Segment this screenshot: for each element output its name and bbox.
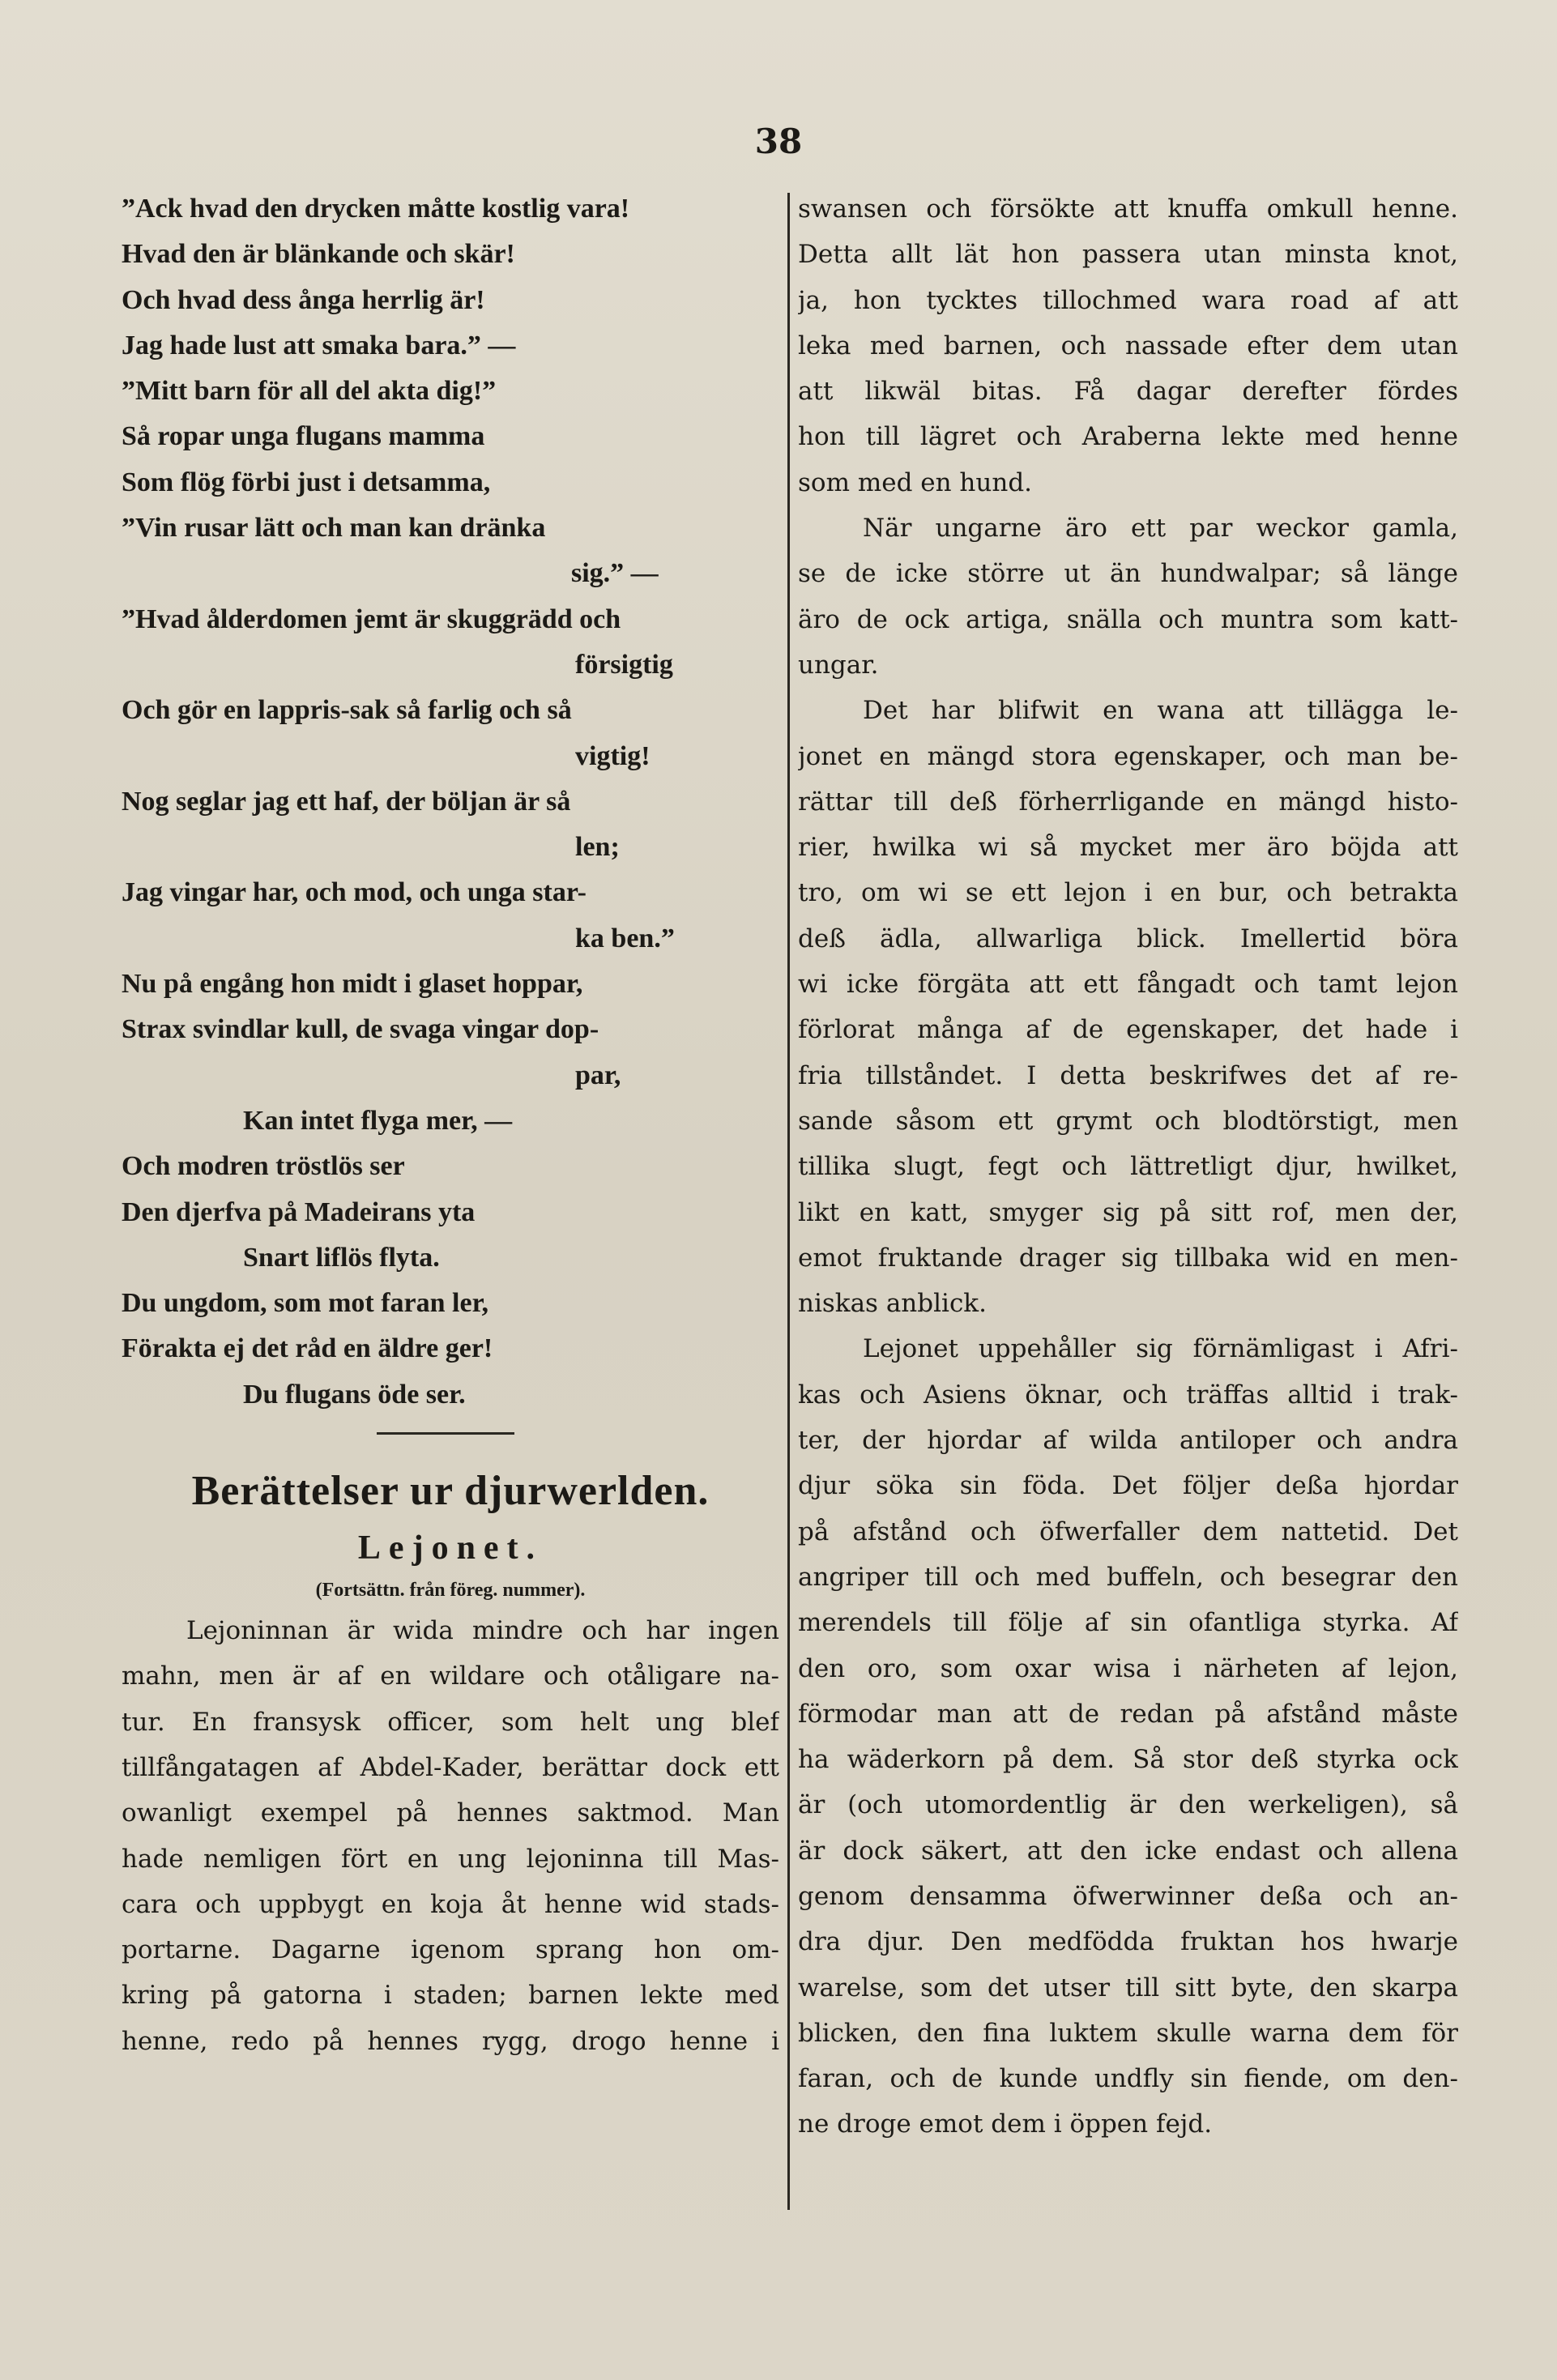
left-prose: [122, 1608, 779, 2064]
poem-line: Du ungdom, som mot faran ler,: [122, 1288, 489, 1319]
prose-line: deß ädla, allwarliga blick. Imellertid böra: [798, 923, 1458, 953]
poem-line: Som flög förbi just i detsamma,: [122, 467, 491, 497]
prose-line: den oro, som oxar wisa i närheten af lejon,: [798, 1653, 1458, 1683]
poem-line: sig.” —: [571, 558, 659, 589]
prose-line: ja, hon tycktes tillochmed wara road af att: [798, 285, 1458, 315]
article-title: Lejonet.: [357, 1529, 544, 1567]
poem-line: Du flugans öde ser.: [243, 1379, 466, 1410]
poem-line: Strax svindlar kull, de svaga vingar dop-: [122, 1014, 599, 1045]
poem-line: Och gör en lappris-sak så farlig och så: [122, 695, 572, 726]
poem-line: Förakta ej det råd en äldre ger!: [122, 1333, 493, 1364]
prose-line: merendels till följe af sin ofantliga styrka. Af: [798, 1608, 1458, 1638]
prose-line: wi icke förgäta att ett fångadt och tamt lejon: [798, 970, 1458, 1000]
poem-line: ka ben.”: [575, 923, 675, 953]
prose-line: hade nemligen fört en ung lejoninna till Mas-: [122, 1844, 779, 1874]
prose-line: Lejonet uppehåller sig förnämligast i Afri-: [863, 1334, 1458, 1364]
prose-line: fria tillståndet. I detta beskrifwes det af re-: [798, 1060, 1458, 1090]
poem-line: ”Ack hvad den drycken måtte kostlig vara!: [122, 194, 630, 224]
prose-line: niskas anblick.: [798, 1289, 987, 1319]
poem: [122, 186, 779, 1418]
poem-line: ”Mitt barn för all del akta dig!”: [122, 376, 497, 407]
section-title: Berättelser ur djurwerlden.: [191, 1468, 710, 1515]
prose-line: likt en katt, smyger sig på sitt rof, men der,: [798, 1197, 1458, 1227]
poem-line: par,: [575, 1060, 621, 1090]
prose-line: faran, och de kunde undfly sin fiende, om den-: [798, 2064, 1458, 2094]
prose-line: När ungarne äro ett par weckor gamla,: [863, 514, 1458, 544]
prose-line: äro de ock artiga, snälla och muntra som katt-: [798, 604, 1458, 634]
prose-line: emot fruktande drager sig tillbaka wid en men-: [798, 1243, 1458, 1273]
poem-line: Nog seglar jag ett haf, der böljan är så: [122, 786, 571, 817]
prose-line: jonet en mängd stora egenskaper, och man be-: [798, 741, 1458, 771]
poem-line: Så ropar unga flugans mamma: [122, 421, 485, 452]
prose-line: tillika slugt, fegt och lättretligt djur, hwilket,: [798, 1152, 1458, 1182]
prose-line: tillfångatagen af Abdel-Kader, berättar dock ett: [122, 1752, 779, 1782]
prose-line: ter, der hjordar af wilda antiloper och andra: [798, 1426, 1458, 1456]
prose-line: tur. En fransysk officer, som helt ung blef: [122, 1707, 779, 1737]
prose-line: ungar.: [798, 650, 879, 680]
continuation-note: (Fortsättn. från föreg. nummer).: [315, 1580, 586, 1602]
prose-line: angriper till och med buffeln, och besegrar den: [798, 1562, 1458, 1592]
prose-line: rier, hwilka wi så mycket mer äro böjda att: [798, 833, 1458, 863]
prose-line: rättar till deß förherrligande en mängd histo-: [798, 787, 1458, 817]
right-column: [798, 186, 1458, 2148]
page-number: 38: [754, 122, 803, 161]
prose-line: henne, redo på hennes rygg, drogo henne i: [122, 2026, 779, 2056]
prose-line: förmodar man att de redan på afstånd måste: [798, 1699, 1458, 1729]
prose-line: owanligt exempel på hennes saktmod. Man: [122, 1798, 779, 1828]
prose-line: ne droge emot dem i öppen fejd.: [798, 2109, 1213, 2139]
poem-line: Och modren tröstlös ser: [122, 1151, 405, 1182]
prose-line: leka med barnen, och nassade efter dem utan: [798, 331, 1458, 360]
prose-line: kas och Asiens öknar, och träffas alltid i trak-: [798, 1380, 1458, 1410]
poem-line: Och hvad dess ånga herrlig är!: [122, 284, 485, 315]
left-column: [122, 186, 779, 2064]
prose-line: warelse, som det utser till sitt byte, den skarpa: [798, 1973, 1458, 2003]
poem-line: vigtig!: [575, 740, 651, 771]
prose-line: är (och utomordentlig är den werkeligen), så: [798, 1790, 1458, 1820]
poem-end-rule: [377, 1432, 514, 1435]
prose-line: se de icke större ut än hundwalpar; så länge: [798, 559, 1458, 589]
poem-line: försigtig: [575, 649, 673, 680]
prose-line: att likwäl bitas. Få dagar derefter fördes: [798, 377, 1458, 407]
prose-line: kring på gatorna i staden; barnen lekte med: [122, 1981, 779, 2011]
prose-line: hon till lägret och Araberna lekte med henne: [798, 422, 1458, 452]
prose-line: mahn, men är af en wildare och otåligare na-: [122, 1661, 779, 1691]
poem-line: Snart liflös flyta.: [243, 1242, 440, 1273]
prose-line: genom densamma öfwerwinner deßa och an-: [798, 1881, 1458, 1911]
poem-line: ”Hvad ålderdomen jemt är skuggrädd och: [122, 604, 621, 634]
column-divider: [787, 193, 790, 2210]
poem-line: Hvad den är blänkande och skär!: [122, 239, 515, 270]
poem-line: Den djerfva på Madeirans yta: [122, 1196, 476, 1227]
poem-line: Nu på engång hon midt i glaset hoppar,: [122, 969, 583, 1000]
poem-line: len;: [575, 832, 620, 863]
prose-line: Det har blifwit en wana att tillägga le-: [863, 696, 1458, 726]
prose-line: dra djur. Den medfödda fruktan hos hwarje: [798, 1927, 1458, 1957]
poem-line: Jag hade lust att smaka bara.” —: [122, 330, 516, 360]
prose-line: Lejoninnan är wida mindre och har ingen: [186, 1616, 779, 1646]
prose-line: förlorat många af de egenskaper, det hade i: [798, 1015, 1458, 1045]
poem-line: Jag vingar har, och mod, och unga star-: [122, 877, 587, 908]
prose-line: tro, om wi se ett lejon i en bur, och betrakta: [798, 878, 1458, 908]
right-prose: [798, 186, 1458, 2148]
prose-line: på afstånd och öfwerfaller dem nattetid. Det: [798, 1516, 1458, 1546]
prose-line: sande såsom ett grymt och blodtörstigt, men: [798, 1106, 1458, 1136]
prose-line: cara och uppbygt en koja åt henne wid stads-: [122, 1889, 779, 1919]
prose-line: Detta allt lät hon passera utan minsta knot,: [798, 240, 1458, 270]
prose-line: portarne. Dagarne igenom sprang hon om-: [122, 1935, 779, 1965]
poem-line: Kan intet flyga mer, —: [243, 1105, 513, 1136]
prose-line: ha wäderkorn på dem. Så stor deß styrka ock: [798, 1745, 1458, 1775]
prose-line: blicken, den fina luktem skulle warna dem för: [798, 2018, 1458, 2048]
prose-line: swansen och försökte att knuffa omkull henne.: [798, 194, 1458, 224]
prose-line: är dock säkert, att den icke endast och allena: [798, 1836, 1458, 1866]
prose-line: djur söka sin föda. Det följer deßa hjordar: [798, 1471, 1458, 1501]
prose-line: som med en hund.: [798, 467, 1033, 497]
poem-line: ”Vin rusar lätt och man kan dränka: [122, 513, 546, 544]
